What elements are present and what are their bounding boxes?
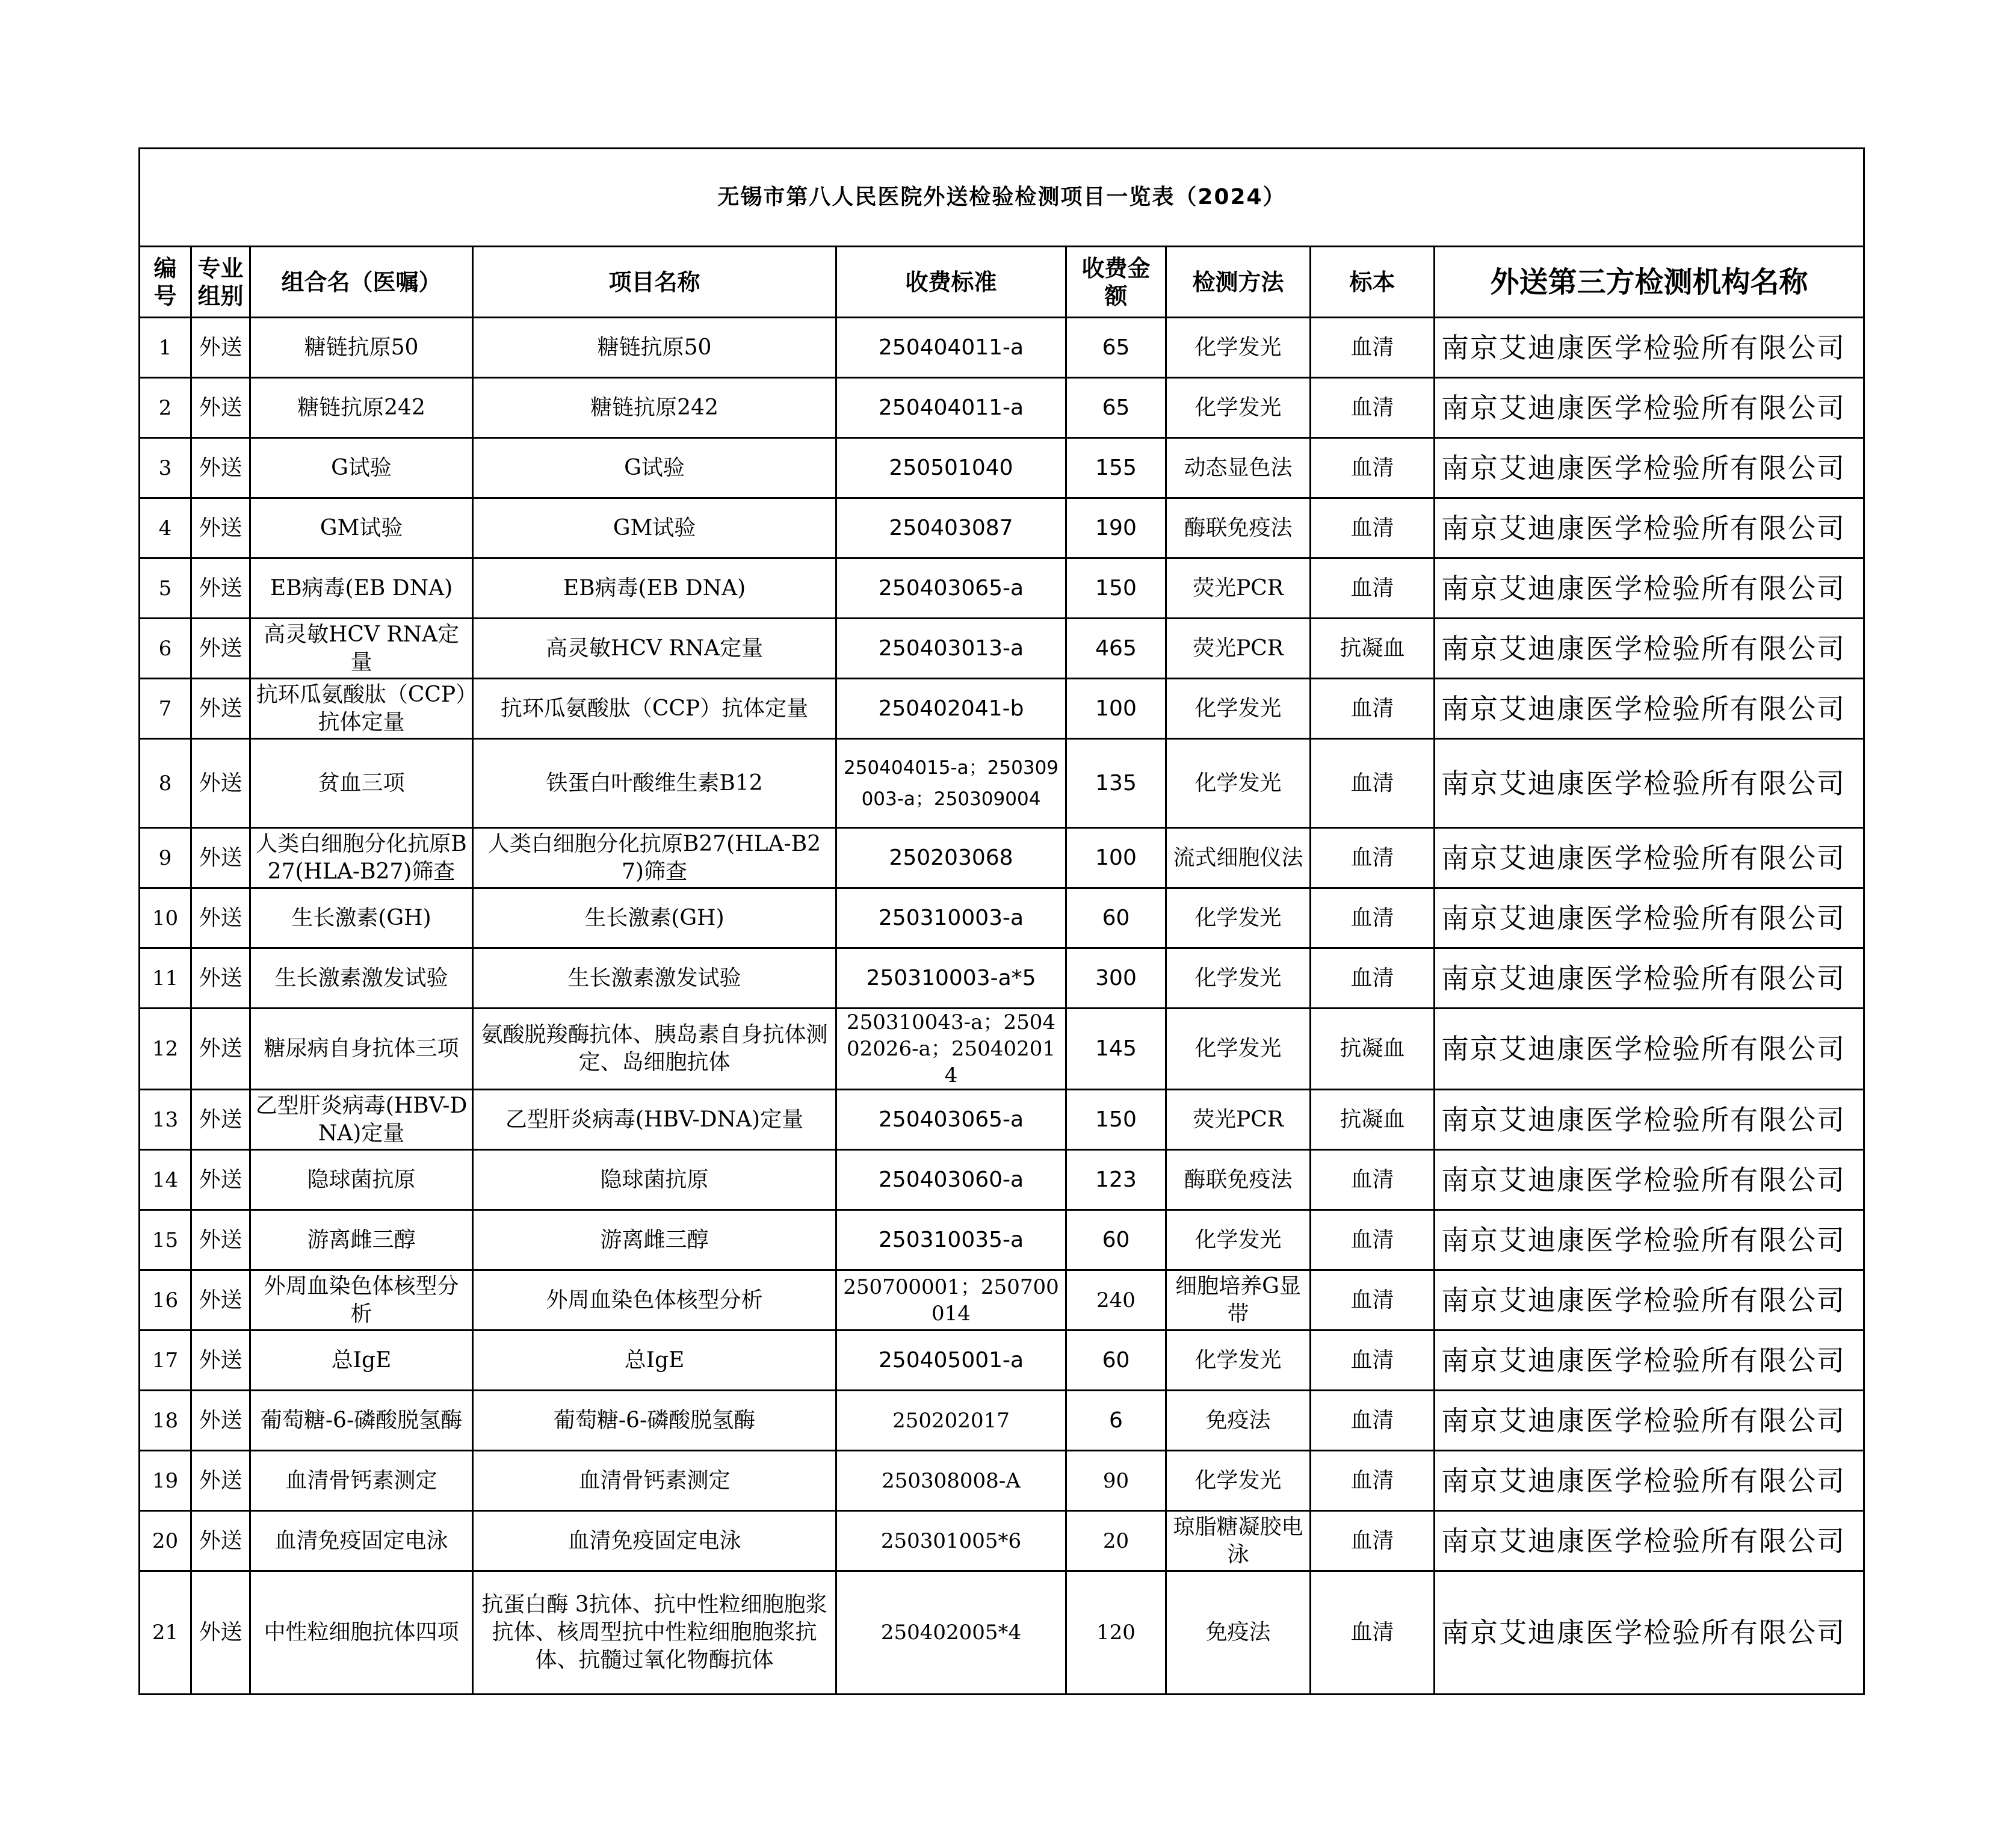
row-number: 7 xyxy=(140,679,191,739)
sample-cell: 血清 xyxy=(1311,1391,1435,1451)
group-cell: 外送 xyxy=(191,1270,250,1330)
fee-code-cell: 250405001-a xyxy=(836,1330,1066,1391)
item-name-cell: 血清骨钙素测定 xyxy=(473,1451,836,1511)
group-cell: 外送 xyxy=(191,1330,250,1391)
item-name-cell: 乙型肝炎病毒(HBV-DNA)定量 xyxy=(473,1090,836,1150)
method-cell: 细胞培养G显带 xyxy=(1166,1270,1311,1330)
row-number: 4 xyxy=(140,498,191,558)
sample-cell: 血清 xyxy=(1311,1451,1435,1511)
fee-code-cell: 250403013-a xyxy=(836,619,1066,679)
fee-code-cell: 250404011-a xyxy=(836,378,1066,438)
table-row xyxy=(140,1150,1864,1210)
sample-cell: 血清 xyxy=(1311,1210,1435,1270)
lab-name-cell: 南京艾迪康医学检验所有限公司 xyxy=(1435,1090,1864,1150)
item-name-cell: 总IgE xyxy=(473,1330,836,1391)
table-row xyxy=(140,948,1864,1009)
header-method: 检测方法 xyxy=(1166,247,1311,318)
lab-name-cell: 南京艾迪康医学检验所有限公司 xyxy=(1435,378,1864,438)
method-cell: 化学发光 xyxy=(1166,679,1311,739)
item-name-cell: G试验 xyxy=(473,438,836,498)
item-name-cell: 隐球菌抗原 xyxy=(473,1150,836,1210)
group-cell: 外送 xyxy=(191,378,250,438)
fee-amount-cell: 123 xyxy=(1066,1150,1166,1210)
row-number: 1 xyxy=(140,318,191,378)
table-row xyxy=(140,318,1864,378)
fee-amount-cell: 65 xyxy=(1066,378,1166,438)
method-cell: 琼脂糖凝胶电泳 xyxy=(1166,1511,1311,1571)
fee-code-cell: 250700001；250700014 xyxy=(836,1270,1066,1330)
method-cell: 化学发光 xyxy=(1166,1009,1311,1090)
row-number: 14 xyxy=(140,1150,191,1210)
fee-code-cell: 250310043-a；250402026-a；250402014 xyxy=(836,1009,1066,1090)
header-row xyxy=(140,247,1864,318)
table-row xyxy=(140,1270,1864,1330)
combo-name-cell: 血清免疫固定电泳 xyxy=(250,1511,473,1571)
lab-name-cell: 南京艾迪康医学检验所有限公司 xyxy=(1435,1571,1864,1695)
item-name-cell: 外周血染色体核型分析 xyxy=(473,1270,836,1330)
method-cell: 化学发光 xyxy=(1166,1330,1311,1391)
group-cell: 外送 xyxy=(191,1451,250,1511)
group-cell: 外送 xyxy=(191,739,250,828)
combo-name-cell: 游离雌三醇 xyxy=(250,1210,473,1270)
sample-cell: 血清 xyxy=(1311,318,1435,378)
table-row xyxy=(140,1090,1864,1150)
fee-amount-cell: 465 xyxy=(1066,619,1166,679)
table-row xyxy=(140,378,1864,438)
row-number: 6 xyxy=(140,619,191,679)
outsourced-test-table xyxy=(138,147,1865,1695)
fee-code-cell: 250308008-A xyxy=(836,1451,1066,1511)
item-name-cell: 高灵敏HCV RNA定量 xyxy=(473,619,836,679)
sample-cell: 血清 xyxy=(1311,378,1435,438)
item-name-cell: 糖链抗原242 xyxy=(473,378,836,438)
fee-amount-cell: 60 xyxy=(1066,1210,1166,1270)
method-cell: 化学发光 xyxy=(1166,739,1311,828)
item-name-cell: GM试验 xyxy=(473,498,836,558)
method-cell: 酶联免疫法 xyxy=(1166,1150,1311,1210)
item-name-cell: 生长激素(GH) xyxy=(473,888,836,948)
lab-name-cell: 南京艾迪康医学检验所有限公司 xyxy=(1435,1009,1864,1090)
table-row xyxy=(140,828,1864,888)
group-cell: 外送 xyxy=(191,558,250,619)
header-code: 收费标准 xyxy=(836,247,1066,318)
lab-name-cell: 南京艾迪康医学检验所有限公司 xyxy=(1435,1270,1864,1330)
fee-amount-cell: 90 xyxy=(1066,1451,1166,1511)
lab-name-cell: 南京艾迪康医学检验所有限公司 xyxy=(1435,558,1864,619)
group-cell: 外送 xyxy=(191,1150,250,1210)
method-cell: 化学发光 xyxy=(1166,318,1311,378)
fee-amount-cell: 150 xyxy=(1066,558,1166,619)
item-name-cell: 抗环瓜氨酸肽（CCP）抗体定量 xyxy=(473,679,836,739)
row-number: 12 xyxy=(140,1009,191,1090)
fee-code-cell: 250403060-a xyxy=(836,1150,1066,1210)
combo-name-cell: 外周血染色体核型分析 xyxy=(250,1270,473,1330)
fee-code-cell: 250404011-a xyxy=(836,318,1066,378)
row-number: 11 xyxy=(140,948,191,1009)
method-cell: 化学发光 xyxy=(1166,888,1311,948)
group-cell: 外送 xyxy=(191,888,250,948)
table-row xyxy=(140,498,1864,558)
table-row xyxy=(140,438,1864,498)
row-number: 19 xyxy=(140,1451,191,1511)
fee-amount-cell: 145 xyxy=(1066,1009,1166,1090)
group-cell: 外送 xyxy=(191,1571,250,1695)
combo-name-cell: 生长激素激发试验 xyxy=(250,948,473,1009)
fee-amount-cell: 150 xyxy=(1066,1090,1166,1150)
fee-amount-cell: 190 xyxy=(1066,498,1166,558)
fee-amount-cell: 120 xyxy=(1066,1571,1166,1695)
fee-amount-cell: 60 xyxy=(1066,1330,1166,1391)
row-number: 2 xyxy=(140,378,191,438)
item-name-cell: EB病毒(EB DNA) xyxy=(473,558,836,619)
fee-amount-cell: 6 xyxy=(1066,1391,1166,1451)
method-cell: 化学发光 xyxy=(1166,948,1311,1009)
table-row xyxy=(140,1009,1864,1090)
method-cell: 化学发光 xyxy=(1166,378,1311,438)
fee-code-cell: 250310003-a*5 xyxy=(836,948,1066,1009)
group-cell: 外送 xyxy=(191,1009,250,1090)
group-cell: 外送 xyxy=(191,948,250,1009)
lab-name-cell: 南京艾迪康医学检验所有限公司 xyxy=(1435,1150,1864,1210)
row-number: 16 xyxy=(140,1270,191,1330)
method-cell: 动态显色法 xyxy=(1166,438,1311,498)
row-number: 15 xyxy=(140,1210,191,1270)
row-number: 3 xyxy=(140,438,191,498)
group-cell: 外送 xyxy=(191,679,250,739)
combo-name-cell: 糖链抗原50 xyxy=(250,318,473,378)
fee-amount-cell: 100 xyxy=(1066,679,1166,739)
row-number: 8 xyxy=(140,739,191,828)
sample-cell: 血清 xyxy=(1311,1571,1435,1695)
combo-name-cell: 乙型肝炎病毒(HBV-DNA)定量 xyxy=(250,1090,473,1150)
item-name-cell: 糖链抗原50 xyxy=(473,318,836,378)
item-name-cell: 血清免疫固定电泳 xyxy=(473,1511,836,1571)
table-title: 无锡市第八人民医院外送检验检测项目一览表（2024） xyxy=(140,149,1864,247)
table-row xyxy=(140,1391,1864,1451)
item-name-cell: 葡萄糖-6-磷酸脱氢酶 xyxy=(473,1391,836,1451)
sample-cell: 血清 xyxy=(1311,1330,1435,1391)
lab-name-cell: 南京艾迪康医学检验所有限公司 xyxy=(1435,438,1864,498)
fee-code-cell: 250202017 xyxy=(836,1391,1066,1451)
sample-cell: 血清 xyxy=(1311,1511,1435,1571)
table-row xyxy=(140,1451,1864,1511)
header-lab: 外送第三方检测机构名称 xyxy=(1435,247,1864,318)
fee-amount-cell: 155 xyxy=(1066,438,1166,498)
combo-name-cell: 糖链抗原242 xyxy=(250,378,473,438)
method-cell: 流式细胞仪法 xyxy=(1166,828,1311,888)
combo-name-cell: GM试验 xyxy=(250,498,473,558)
header-combo: 组合名（医嘱） xyxy=(250,247,473,318)
header-no: 编号 xyxy=(140,247,191,318)
header-sample: 标本 xyxy=(1311,247,1435,318)
table-row xyxy=(140,888,1864,948)
group-cell: 外送 xyxy=(191,828,250,888)
lab-name-cell: 南京艾迪康医学检验所有限公司 xyxy=(1435,1451,1864,1511)
table-row xyxy=(140,1571,1864,1695)
lab-name-cell: 南京艾迪康医学检验所有限公司 xyxy=(1435,948,1864,1009)
table-row xyxy=(140,619,1864,679)
sample-cell: 抗凝血 xyxy=(1311,619,1435,679)
sample-cell: 血清 xyxy=(1311,1270,1435,1330)
lab-name-cell: 南京艾迪康医学检验所有限公司 xyxy=(1435,828,1864,888)
group-cell: 外送 xyxy=(191,498,250,558)
fee-amount-cell: 300 xyxy=(1066,948,1166,1009)
row-number: 9 xyxy=(140,828,191,888)
lab-name-cell: 南京艾迪康医学检验所有限公司 xyxy=(1435,619,1864,679)
sample-cell: 血清 xyxy=(1311,679,1435,739)
row-number: 21 xyxy=(140,1571,191,1695)
group-cell: 外送 xyxy=(191,619,250,679)
item-name-cell: 游离雌三醇 xyxy=(473,1210,836,1270)
combo-name-cell: 糖尿病自身抗体三项 xyxy=(250,1009,473,1090)
row-number: 17 xyxy=(140,1330,191,1391)
combo-name-cell: 中性粒细胞抗体四项 xyxy=(250,1571,473,1695)
group-cell: 外送 xyxy=(191,438,250,498)
header-amount: 收费金额 xyxy=(1066,247,1166,318)
table-row xyxy=(140,1330,1864,1391)
method-cell: 化学发光 xyxy=(1166,1210,1311,1270)
lab-name-cell: 南京艾迪康医学检验所有限公司 xyxy=(1435,1330,1864,1391)
fee-code-cell: 250403087 xyxy=(836,498,1066,558)
sample-cell: 抗凝血 xyxy=(1311,1090,1435,1150)
method-cell: 免疫法 xyxy=(1166,1571,1311,1695)
fee-code-cell: 250501040 xyxy=(836,438,1066,498)
table-row xyxy=(140,1511,1864,1571)
item-name-cell: 铁蛋白叶酸维生素B12 xyxy=(473,739,836,828)
group-cell: 外送 xyxy=(191,1210,250,1270)
sample-cell: 血清 xyxy=(1311,828,1435,888)
combo-name-cell: 高灵敏HCV RNA定量 xyxy=(250,619,473,679)
group-cell: 外送 xyxy=(191,1511,250,1571)
fee-code-cell: 250402041-b xyxy=(836,679,1066,739)
method-cell: 酶联免疫法 xyxy=(1166,498,1311,558)
sample-cell: 血清 xyxy=(1311,498,1435,558)
combo-name-cell: 隐球菌抗原 xyxy=(250,1150,473,1210)
header-item: 项目名称 xyxy=(473,247,836,318)
row-number: 5 xyxy=(140,558,191,619)
method-cell: 荧光PCR xyxy=(1166,558,1311,619)
sample-cell: 血清 xyxy=(1311,1150,1435,1210)
sample-cell: 血清 xyxy=(1311,558,1435,619)
header-group: 专业组别 xyxy=(191,247,250,318)
fee-code-cell: 250404015-a；250309003-a；250309004 xyxy=(836,739,1066,828)
lab-name-cell: 南京艾迪康医学检验所有限公司 xyxy=(1435,888,1864,948)
item-name-cell: 人类白细胞分化抗原B27(HLA-B27)筛查 xyxy=(473,828,836,888)
sample-cell: 血清 xyxy=(1311,739,1435,828)
method-cell: 荧光PCR xyxy=(1166,1090,1311,1150)
sample-cell: 血清 xyxy=(1311,888,1435,948)
combo-name-cell: 葡萄糖-6-磷酸脱氢酶 xyxy=(250,1391,473,1451)
method-cell: 化学发光 xyxy=(1166,1451,1311,1511)
fee-code-cell: 250310035-a xyxy=(836,1210,1066,1270)
fee-amount-cell: 65 xyxy=(1066,318,1166,378)
item-name-cell: 生长激素激发试验 xyxy=(473,948,836,1009)
sample-cell: 血清 xyxy=(1311,948,1435,1009)
method-cell: 免疫法 xyxy=(1166,1391,1311,1451)
group-cell: 外送 xyxy=(191,1090,250,1150)
table-row xyxy=(140,679,1864,739)
row-number: 18 xyxy=(140,1391,191,1451)
fee-amount-cell: 60 xyxy=(1066,888,1166,948)
lab-name-cell: 南京艾迪康医学检验所有限公司 xyxy=(1435,1210,1864,1270)
lab-name-cell: 南京艾迪康医学检验所有限公司 xyxy=(1435,1391,1864,1451)
row-number: 20 xyxy=(140,1511,191,1571)
fee-amount-cell: 240 xyxy=(1066,1270,1166,1330)
fee-code-cell: 250310003-a xyxy=(836,888,1066,948)
combo-name-cell: EB病毒(EB DNA) xyxy=(250,558,473,619)
fee-amount-cell: 135 xyxy=(1066,739,1166,828)
fee-code-cell: 250403065-a xyxy=(836,558,1066,619)
fee-code-cell: 250402005*4 xyxy=(836,1571,1066,1695)
lab-name-cell: 南京艾迪康医学检验所有限公司 xyxy=(1435,1511,1864,1571)
lab-name-cell: 南京艾迪康医学检验所有限公司 xyxy=(1435,498,1864,558)
combo-name-cell: 血清骨钙素测定 xyxy=(250,1451,473,1511)
lab-name-cell: 南京艾迪康医学检验所有限公司 xyxy=(1435,318,1864,378)
item-name-cell: 抗蛋白酶 3抗体、抗中性粒细胞胞浆抗体、核周型抗中性粒细胞胞浆抗体、抗髓过氧化物酶抗体 xyxy=(473,1571,836,1695)
group-cell: 外送 xyxy=(191,318,250,378)
sample-cell: 血清 xyxy=(1311,438,1435,498)
combo-name-cell: 生长激素(GH) xyxy=(250,888,473,948)
fee-code-cell: 250403065-a xyxy=(836,1090,1066,1150)
lab-name-cell: 南京艾迪康医学检验所有限公司 xyxy=(1435,739,1864,828)
fee-amount-cell: 20 xyxy=(1066,1511,1166,1571)
lab-name-cell: 南京艾迪康医学检验所有限公司 xyxy=(1435,679,1864,739)
combo-name-cell: 抗环瓜氨酸肽（CCP）抗体定量 xyxy=(250,679,473,739)
fee-code-cell: 250301005*6 xyxy=(836,1511,1066,1571)
group-cell: 外送 xyxy=(191,1391,250,1451)
row-number: 13 xyxy=(140,1090,191,1150)
item-name-cell: 氨酸脱羧酶抗体、胰岛素自身抗体测定、岛细胞抗体 xyxy=(473,1009,836,1090)
combo-name-cell: 人类白细胞分化抗原B27(HLA-B27)筛查 xyxy=(250,828,473,888)
fee-amount-cell: 100 xyxy=(1066,828,1166,888)
fee-code-cell: 250203068 xyxy=(836,828,1066,888)
combo-name-cell: 总IgE xyxy=(250,1330,473,1391)
combo-name-cell: G试验 xyxy=(250,438,473,498)
table-row xyxy=(140,1210,1864,1270)
sample-cell: 抗凝血 xyxy=(1311,1009,1435,1090)
row-number: 10 xyxy=(140,888,191,948)
combo-name-cell: 贫血三项 xyxy=(250,739,473,828)
table-body xyxy=(140,318,1864,1695)
method-cell: 荧光PCR xyxy=(1166,619,1311,679)
table-row xyxy=(140,739,1864,828)
table-row xyxy=(140,558,1864,619)
